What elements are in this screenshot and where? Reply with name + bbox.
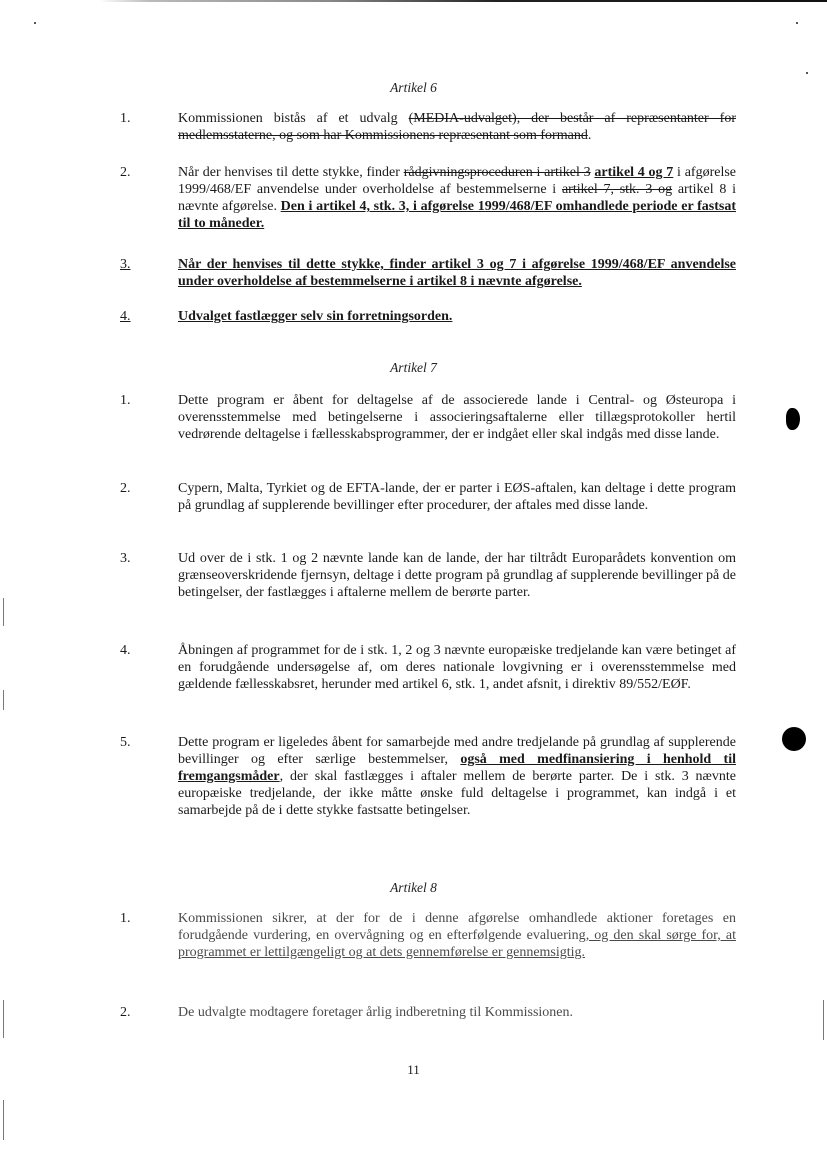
art7-para5-text-1: Dette program er ligeledes åbent for samarbejde med andre tredjelande på grundlag af supplerende bevillinger og efter særlige bestemmelser, — [178, 735, 736, 767]
article-7-heading: Artikel 7 — [390, 360, 437, 375]
art6-para3-inserted: Når der henvises til dette stykke, finder artikel 3 og 7 i afgørelse 1999/468/EF anvendelse under overholdelse af bestemmelserne i artikel 8 i nævnte afgørelse. — [178, 257, 736, 289]
art6-para1 — [178, 110, 736, 144]
art6-para2-inserted-1: artikel 4 og 7 — [594, 165, 674, 180]
art7-para5-number: 5. — [120, 735, 131, 750]
art6-para2-text-3: artikel 8 i nævnte afgørelse. — [178, 182, 736, 214]
art8-para2: De udvalgte modtagere foretager årlig indberetning til Kommissionen. — [178, 1005, 573, 1020]
article-8-heading: Artikel 8 — [390, 880, 437, 895]
art6-para2-inserted-2: Den i artikel 4, stk. 3, i afgørelse 1999/468/EF omhandlede periode er fastsat til to måneder. — [178, 199, 736, 231]
margin-mark-dot — [782, 727, 806, 751]
scan-edge-line — [3, 1100, 4, 1140]
scan-edge-line — [823, 1000, 824, 1040]
art7-para1-number: 1. — [120, 393, 131, 408]
art8-para2-number: 2. — [120, 1005, 131, 1020]
art6-para4-inserted: Udvalget fastlægger selv sin forretningsorden. — [178, 309, 453, 324]
art7-para5-text-2: , der skal fastlægges i aftaler mellem de berørte parter. De i stk. 3 nævnte europæiske tredjelande, der ikke måtte ønske fuld deltagelse i programmet, kan indgå i et samarbejde på de i dette stykke fastsatte betingelser. — [178, 769, 736, 818]
article-6-heading: Artikel 6 — [390, 80, 437, 95]
art7-para4-number: 4. — [120, 643, 131, 658]
art7-para2-number: 2. — [120, 481, 131, 496]
art6-para4-number: 4. — [120, 309, 131, 324]
art8-para1 — [178, 910, 736, 961]
art6-para2-text-1: Når der henvises til dette stykke, finder — [178, 165, 404, 180]
art6-para2-number: 2. — [120, 165, 131, 180]
art6-para2 — [178, 164, 736, 232]
art6-para3 — [178, 256, 736, 290]
scan-speck — [796, 22, 798, 24]
art6-para2-deleted-2: artikel 7, stk. 3 og — [561, 182, 673, 197]
art6-para4 — [178, 308, 736, 325]
scan-speck — [806, 72, 808, 74]
art8-para1-inserted: , og den skal sørge for, at programmet er lettilgængeligt og at dets gennemførelse er gennemsigtig. — [178, 928, 736, 960]
art7-para1: Dette program er åbent for deltagelse af de associerede lande i Central- og Østeuropa i overensstemmelse med betingelserne i associeringsaftalerne eller tillægsprotokoller hertil vedrørende deltagelse i fællesskabsprogrammer, der er indgået eller skal indgås med disse lande. — [178, 393, 736, 442]
art8-para1-number: 1. — [120, 911, 131, 926]
page-number: 11 — [407, 1062, 420, 1077]
art7-para2: Cypern, Malta, Tyrkiet og de EFTA-lande, der er parter i EØS-aftalen, kan deltage i dette program på grundlag af supplerende bevillinger efter procedurer, der aftales med disse lande. — [178, 481, 736, 513]
art6-para1-text: Kommissionen bistås af et udvalg — [178, 111, 409, 126]
scan-edge-line — [3, 1000, 4, 1038]
art7-para3: Ud over de i stk. 1 og 2 nævnte lande kan de lande, der har tiltrådt Europarådets konvention om grænseoverskridende fjernsyn, deltage i dette program på grundlag af supplerende bevillinger på de betingelser, der fastlægges i aftalerne mellem de berørte parter. — [178, 551, 736, 600]
art6-para2-text-2: i afgørelse 1999/468/EF anvendelse under overholdelse af bestemmelserne i — [178, 165, 737, 197]
scan-top-edge — [0, 0, 827, 2]
art6-para1-deleted: (MEDIA-udvalget), der består af repræsentanter for medlemsstaterne, og som har Kommissionens repræsentant som formand — [178, 111, 736, 143]
scan-edge-line — [3, 690, 4, 710]
art6-para1-number: 1. — [120, 111, 131, 126]
art6-para1-end: . — [587, 128, 592, 143]
art7-para5-inserted: også med medfinansiering i henhold til fremgangsmåder — [178, 752, 736, 784]
art8-para1-text: Kommissionen sikrer, at der for de i denne afgørelse omhandlede aktioner foretages en forudgående vurdering, en overvågning og en efterfølgende evaluering — [178, 911, 736, 943]
scan-edge-line — [3, 598, 4, 626]
art7-para4: Åbningen af programmet for de i stk. 1, 2 og 3 nævnte europæiske tredjelande kan være betinget af en forudgående undersøgelse af, om deres nationale lovgivning er i overensstemmelse med gældende fællesskabsret, herunder med artikel 6, stk. 1, andet afsnit, i direktiv 89/552/EØF. — [178, 643, 736, 692]
art7-para3-number: 3. — [120, 551, 131, 566]
margin-mark-crescent — [786, 408, 800, 430]
art6-para3-number: 3. — [120, 257, 131, 272]
art7-para5 — [178, 734, 736, 819]
art6-para2-deleted-1: rådgivningsproceduren i artikel 3 — [403, 165, 591, 180]
scan-speck — [34, 22, 36, 24]
